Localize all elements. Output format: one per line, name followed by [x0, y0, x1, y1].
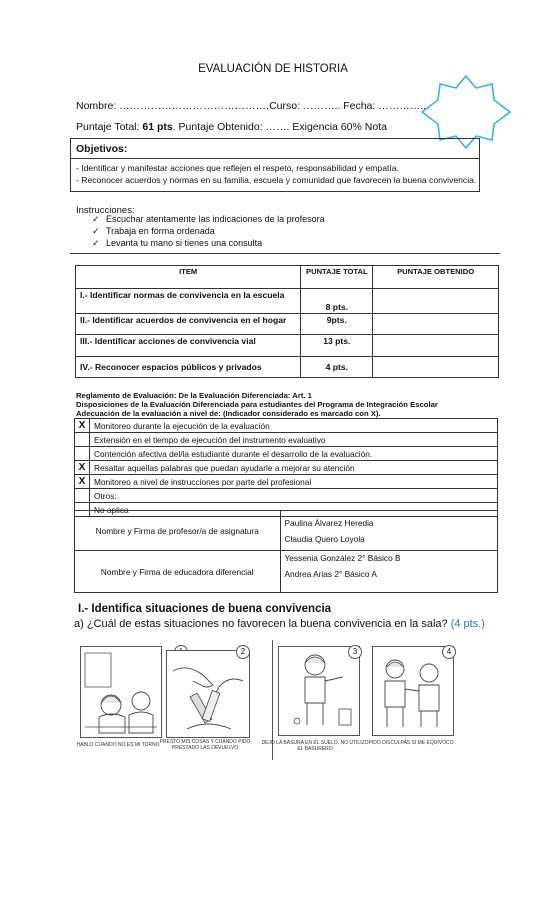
educator-name: Yessenia González 2° Básico B: [284, 553, 401, 563]
boy-talking-illustration: [81, 647, 161, 737]
check-icon: ✓: [92, 226, 100, 236]
table-row: [76, 289, 499, 314]
item-total: 8 pts.: [301, 289, 373, 314]
adaptation-mark: [75, 447, 90, 461]
section-divider: [70, 253, 500, 254]
table-row: [75, 551, 498, 593]
picture-1: [80, 646, 162, 738]
item-name: III.- Identificar acciones de convivencia vial: [76, 335, 301, 357]
boys-apologizing-illustration: [373, 647, 453, 735]
header-total: PUNTAJE TOTAL: [301, 266, 373, 289]
item-total: 4 pts.: [301, 357, 373, 378]
adaptation-mark: [75, 489, 90, 503]
picture-number-3: 3: [348, 645, 362, 659]
table-row: [75, 475, 498, 489]
objectives-divider: [71, 158, 479, 159]
table-row: [75, 511, 498, 551]
picture-caption: PRESTO MIS COSAS Y CUANDO PIDO PRESTADO LAS DEVUELVO: [159, 739, 251, 751]
question-points: (4 pts.): [450, 618, 485, 630]
objectives-box: [70, 138, 480, 192]
educator-signature-label: Nombre y Firma de educadora diferencial: [75, 551, 281, 593]
teacher-name: Claudia Quero Loyola: [284, 533, 365, 544]
item-obtained: [373, 289, 499, 314]
question-body: a) ¿Cuál de estas situaciones no favorecen la buena convivencia en la sala?: [74, 618, 448, 630]
check-icon: ✓: [92, 238, 100, 248]
picture-3: [278, 646, 360, 736]
table-row: [75, 433, 498, 447]
section-title: I.- Identifica situaciones de buena convivencia: [78, 603, 332, 615]
adaptation-mark: X: [75, 461, 90, 475]
header-item: ITEM: [76, 266, 301, 289]
table-row: [75, 447, 498, 461]
picture-number-4: 4: [442, 645, 456, 659]
hands-sharing-pencils-illustration: [167, 651, 249, 737]
item-obtained: [373, 357, 499, 378]
item-name: IV.- Reconocer espacios públicos y privados: [76, 357, 301, 378]
items-score-table: [75, 265, 499, 378]
adaptation-text: Monitoreo a nivel de instrucciones por parte del profesional: [90, 475, 498, 489]
score-line: [76, 121, 387, 133]
adaptation-mark: X: [75, 419, 90, 433]
regulation-line: Adecuación de la evaluación a nivel de: (Indicador considerado es marcado con X).: [76, 409, 381, 418]
teacher-signature-label: Nombre y Firma de profesor/a de asignatura: [75, 511, 281, 551]
table-header-row: [76, 266, 499, 289]
regulation-line: Reglamento de Evaluación: De la Evaluación Diferenciada: Art. 1: [76, 391, 312, 400]
item-obtained: [373, 335, 499, 357]
picture-2: [166, 650, 250, 738]
student-info-line: Nombre: …………………………………….Curso: ……….. Fecha: …………...: [76, 100, 429, 112]
header-obtained: PUNTAJE OBTENIDO: [373, 266, 499, 289]
table-row: [76, 335, 499, 357]
instruction-text: Escuchar atentamente las indicaciones de la profesora: [106, 214, 325, 224]
instructions-title: Instrucciones:: [76, 205, 135, 216]
question-text: [74, 618, 485, 630]
picture-number-2: 2: [236, 645, 250, 659]
teacher-name: Paulina Álvarez Heredia: [284, 517, 374, 528]
picture-caption: HABLO CUANDO NO ES MI TURNO: [76, 742, 160, 748]
objective-item: - Reconocer acuerdos y normas en su familia, escuela y comunidad que favorecen la buena convivencia.: [76, 175, 477, 185]
score-total: 61 pts: [142, 121, 173, 133]
adaptation-mark: X: [75, 475, 90, 489]
item-name: I.- Identificar normas de convivencia en la escuela: [76, 289, 301, 314]
boy-littering-illustration: [279, 647, 359, 735]
educator-names: [280, 551, 497, 593]
adaptation-text: No aplica: [90, 503, 498, 517]
score-prefix: Puntaje Total:: [76, 121, 143, 133]
instruction-item: [92, 226, 215, 237]
item-obtained: [373, 314, 499, 335]
objective-item: - Identificar y manifestar acciones que reflejen el respeto, responsabilidad y empatía.: [76, 163, 399, 173]
picture-caption: PIDO DISCULPAS SI ME EQUIVOCO: [368, 740, 454, 746]
adaptation-mark: [75, 433, 90, 447]
adaptation-text: Extensión en el tiempo de ejecución del instrumento evaluativo: [90, 433, 498, 447]
educator-name: Andrea Arias 2° Básico A: [284, 569, 377, 579]
picture-4: [372, 646, 454, 736]
adaptation-text: Otros:: [90, 489, 498, 503]
signatures-table: [74, 510, 498, 593]
adaptation-text: Resaltar aquellas palabras que puedan ayudarle a mejorar su atención: [90, 461, 498, 475]
page-title: EVALUACIÓN DE HISTORIA: [198, 63, 348, 75]
item-total: 13 pts.: [301, 335, 373, 357]
table-row: [75, 489, 498, 503]
score-suffix: . Puntaje Obtenido: ……. Exigencia 60% Nota: [172, 121, 387, 133]
adaptations-table: [74, 418, 498, 517]
check-icon: ✓: [92, 214, 100, 224]
table-row: [76, 357, 499, 378]
adaptation-text: Monitoreo durante la ejecución de la evaluación: [90, 419, 498, 433]
teacher-names: [280, 511, 497, 551]
item-name: II.- Identificar acuerdos de convivencia en el hogar: [76, 314, 301, 335]
table-row: [75, 419, 498, 433]
table-row: [76, 314, 499, 335]
regulation-line: Disposiciones de la Evaluación Diferenciada para estudiantes del Programa de Integración Escolar: [76, 400, 438, 409]
instruction-item: [92, 238, 262, 249]
table-row: [75, 461, 498, 475]
objectives-title: Objetivos:: [76, 143, 128, 155]
instruction-item: [92, 214, 325, 225]
item-total: 9pts.: [301, 314, 373, 335]
instruction-text: Levanta tu mano si tienes una consulta: [106, 238, 263, 248]
adaptation-text: Contención afectiva del/la estudiante durante el desarrollo de la evaluación.: [90, 447, 498, 461]
picture-caption: DEJO LA BASURA EN EL SUELO, NO UTILIZO EL BASURERO: [261, 740, 369, 752]
instruction-text: Trabaja en forma ordenada: [106, 226, 215, 236]
